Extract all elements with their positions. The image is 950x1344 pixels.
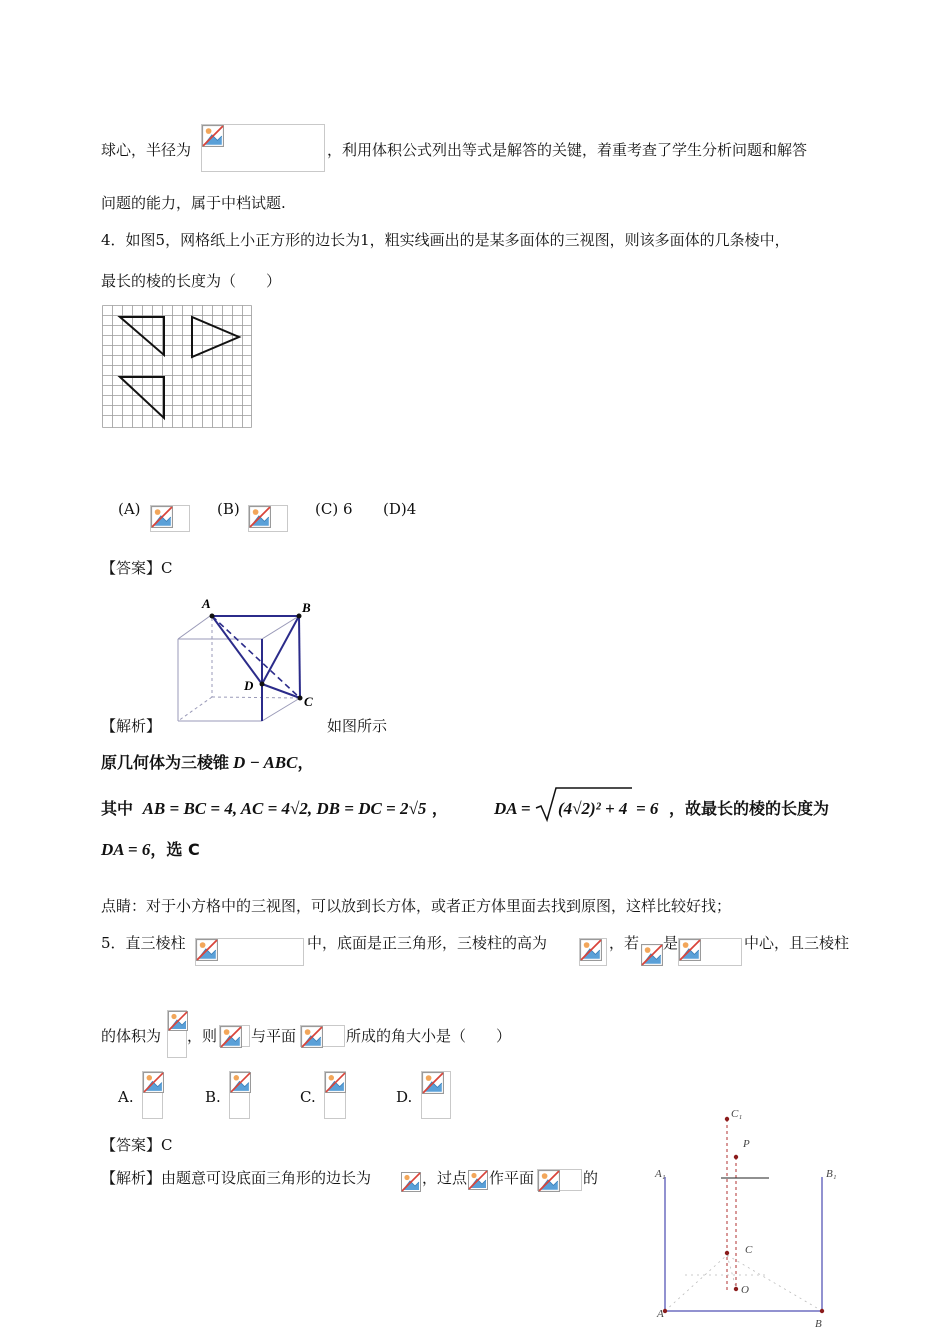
math-span: (4√2)² + 4: [558, 799, 628, 818]
solution-da-result: [636, 799, 658, 819]
vertex-label-b: B: [302, 600, 311, 615]
q5-line1b: 中，底面是正三角形，三棱柱的高为: [307, 934, 548, 952]
vertex-label-a: A: [202, 596, 211, 611]
q5-line2d: 所成的角大小是（ ）: [346, 1027, 512, 1045]
q5-option-a-label: A.: [118, 1088, 134, 1106]
text-span: 原几何体为三棱锥: [101, 753, 230, 772]
math-span: DA =: [494, 799, 531, 818]
broken-image-icon: [201, 124, 325, 172]
label-b: B: [815, 1318, 822, 1330]
broken-image-icon: [641, 944, 663, 970]
broken-image-icon: [229, 1071, 250, 1119]
solution-line1: [101, 753, 314, 773]
broken-image-icon: [401, 1172, 421, 1196]
broken-image-icon: [248, 505, 288, 532]
option-c-label: (C) 6: [315, 500, 353, 518]
broken-image-icon: [150, 505, 190, 532]
math-span: D − ABC: [233, 753, 298, 772]
para-text: [327, 140, 807, 160]
broken-image-icon: [579, 938, 607, 966]
solution-line2: [101, 799, 448, 819]
q5-option-b-label: B.: [205, 1088, 221, 1106]
q5-line1c: ，若: [609, 934, 640, 952]
broken-image-icon: [468, 1170, 488, 1194]
label-a: A: [657, 1308, 664, 1320]
q5-answer: 【答案】C: [101, 1136, 173, 1154]
q5-line1e: 中心，且三棱柱: [744, 934, 850, 952]
text-span: 其中: [101, 799, 134, 818]
math-span: DA = 6: [101, 840, 151, 859]
q5-option-c-label: C.: [300, 1088, 316, 1106]
solution-radicand: [558, 799, 627, 819]
label-a1: A₁: [655, 1168, 666, 1180]
label-c1: C₁: [731, 1108, 743, 1120]
q5-line1a: 5．直三棱柱: [101, 934, 186, 952]
label-b1: B₁: [826, 1168, 837, 1180]
broken-image-icon: [537, 1169, 582, 1191]
text-span: ，选 C: [150, 840, 200, 859]
label-p: P: [743, 1138, 750, 1150]
broken-image-icon: [167, 1010, 187, 1058]
front-view-triangle: [120, 317, 164, 355]
q5-analysis-d: 的: [583, 1169, 599, 1187]
solution-line3: [101, 840, 200, 860]
broken-image-icon: [195, 938, 304, 966]
q5-analysis-c: 作平面: [489, 1169, 535, 1187]
cube-figure: [172, 594, 322, 729]
side-view-triangle: [192, 317, 239, 357]
q5-option-d-label: D.: [396, 1088, 413, 1106]
q5-line2a: 的体积为: [101, 1027, 162, 1045]
broken-image-icon: [219, 1025, 250, 1047]
q4-comment: 点睛：对于小方格中的三视图，可以放到长方体，或者正方体里面去找到原图，这样比较好找；: [101, 897, 732, 915]
q4-answer: 【答案】C: [101, 559, 173, 577]
q5-line1d: 是: [663, 934, 679, 952]
prism-figure: [645, 1105, 850, 1340]
para-text: 问题的能力，属于中档试题.: [101, 194, 286, 212]
broken-image-icon: [300, 1025, 345, 1047]
option-d-label: (D)4: [383, 500, 417, 518]
broken-image-icon: [142, 1071, 163, 1119]
solution-da-formula: [494, 799, 531, 819]
question-4-line2: 最长的棱的长度为（ ）: [101, 272, 282, 290]
option-a-label: (A): [118, 500, 141, 518]
q5-analysis-a: 【解析】由题意可设底面三角形的边长为: [101, 1169, 372, 1187]
q4-analysis-label: 【解析】: [101, 717, 162, 735]
text-span: ，: [297, 753, 314, 772]
vertex-label-d: D: [244, 678, 254, 693]
question-4-line1: 4．如图5，网格纸上小正方形的边长为1，粗实线画出的是某多面体的三视图，则该多面体的几条棱中，: [101, 231, 790, 249]
broken-image-icon: [678, 938, 742, 966]
para-text: [101, 140, 191, 160]
text-span: 球心，半径为: [101, 141, 192, 159]
option-b-label: (B): [217, 500, 240, 518]
three-view-grid-figure: [102, 305, 252, 428]
q5-line2b: ，则: [187, 1027, 218, 1045]
q5-analysis-b: ，过点: [422, 1169, 468, 1187]
figure-caption: 如图所示: [327, 717, 388, 735]
q5-line2c: 与平面: [251, 1027, 297, 1045]
broken-image-icon: [324, 1071, 346, 1119]
label-c: C: [745, 1244, 753, 1256]
math-span: = 6: [636, 799, 659, 818]
top-view-triangle: [120, 377, 164, 418]
vertex-label-c: C: [304, 694, 313, 709]
solution-line2-end: ，故最长的棱的长度为: [669, 799, 830, 818]
text-span: ，利用体积公式列出等式是解答的关键，着重考查了学生分析问题和解答: [327, 141, 808, 159]
math-span: AB = BC = 4, AC = 4√2, DB = DC = 2√5: [142, 799, 427, 818]
label-o: O: [741, 1284, 749, 1296]
broken-image-icon: [421, 1071, 451, 1119]
text-span: ，: [431, 799, 448, 818]
